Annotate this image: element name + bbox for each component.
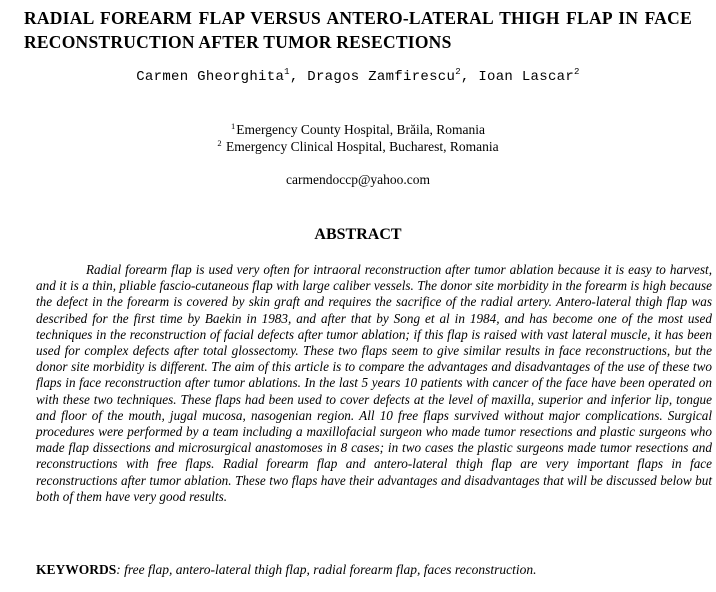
keywords-label: KEYWORDS: [36, 562, 117, 577]
contact-email: carmendoccp@yahoo.com: [286, 172, 430, 187]
author-name: Carmen Gheorghita: [136, 69, 285, 85]
abstract-heading: ABSTRACT: [314, 226, 402, 243]
affiliation-marker: 2: [574, 67, 580, 77]
affiliation-marker: 1: [231, 121, 236, 131]
affiliation-text: Emergency Clinical Hospital, Bucharest, Romania: [225, 139, 499, 154]
keywords-line: [36, 562, 712, 578]
affiliation-line: [0, 138, 716, 155]
author-separator: ,: [460, 69, 479, 85]
paper-title: RADIAL FOREARM FLAP VERSUS ANTERO-LATERAL THIGH FLAP IN FACE RECONSTRUCTION AFTER TUMOR RESECTIONS: [24, 8, 692, 52]
affiliation-line: [0, 121, 716, 138]
abstract-body: Radial forearm flap is used very often for intraoral reconstruction after tumor ablation because it is easy to harvest, and it is a thin, pliable fascio-cutaneous flap with large caliber vessels. The donor site morbidity in the forearm is high because the defect in the forearm is covered by skin graft and requires the sacrifice of the radial artery. Antero-lateral thigh flap was described for the first time by Baekin in 1983, and after that by Song et al in 1984, and has become one of the most used techniques in the reconstruction of facial defects after tumor ablation; if this flap is raised with vast lateral muscle, it has been used for complex defects after total glossectomy. These two flaps seem to give similar results in face reconstructions, but the donor site morbidity is different. The aim of this article is to compare the advantages and disadvantages of the use of these two flaps in face reconstruction after tumor ablations. In the last 5 years 10 patients with cancer of the face have been operated on with these two techniques. These flaps had been used to cover defects at the level of maxilla, superior and inferior lip, tongue and floor of the mouth, jugal mucosa, nasogenian region. All 10 free flaps survived without major complications. Surgical procedures were performed by a team including a maxillofacial surgeon who made tumor resections and plastic surgeons who made flap dissections and microsurgical anastomoses in 8 cases; in two cases the plastic surgeons made tumor resections and reconstructions with free flaps. Radial forearm flap and antero-lateral thigh flap are very important flaps in face reconstructions after tumor ablation. These two flaps have their advantages and disadvantages that will be discussed below but both of them have very good results.: [36, 262, 712, 504]
affiliation-text: Emergency County Hospital, Brăila, Romania: [236, 122, 485, 137]
author-separator: ,: [289, 69, 308, 85]
keywords-text: : free flap, antero-lateral thigh flap, radial forearm flap, faces reconstruction.: [116, 562, 537, 577]
affiliation-marker: 2: [455, 67, 461, 77]
author-name: Ioan Lascar: [478, 69, 575, 85]
affiliation-marker: 1: [284, 67, 290, 77]
author-list: [0, 67, 716, 85]
author-name: Dragos Zamfirescu: [307, 69, 456, 85]
affiliation-marker: 2: [217, 138, 222, 148]
